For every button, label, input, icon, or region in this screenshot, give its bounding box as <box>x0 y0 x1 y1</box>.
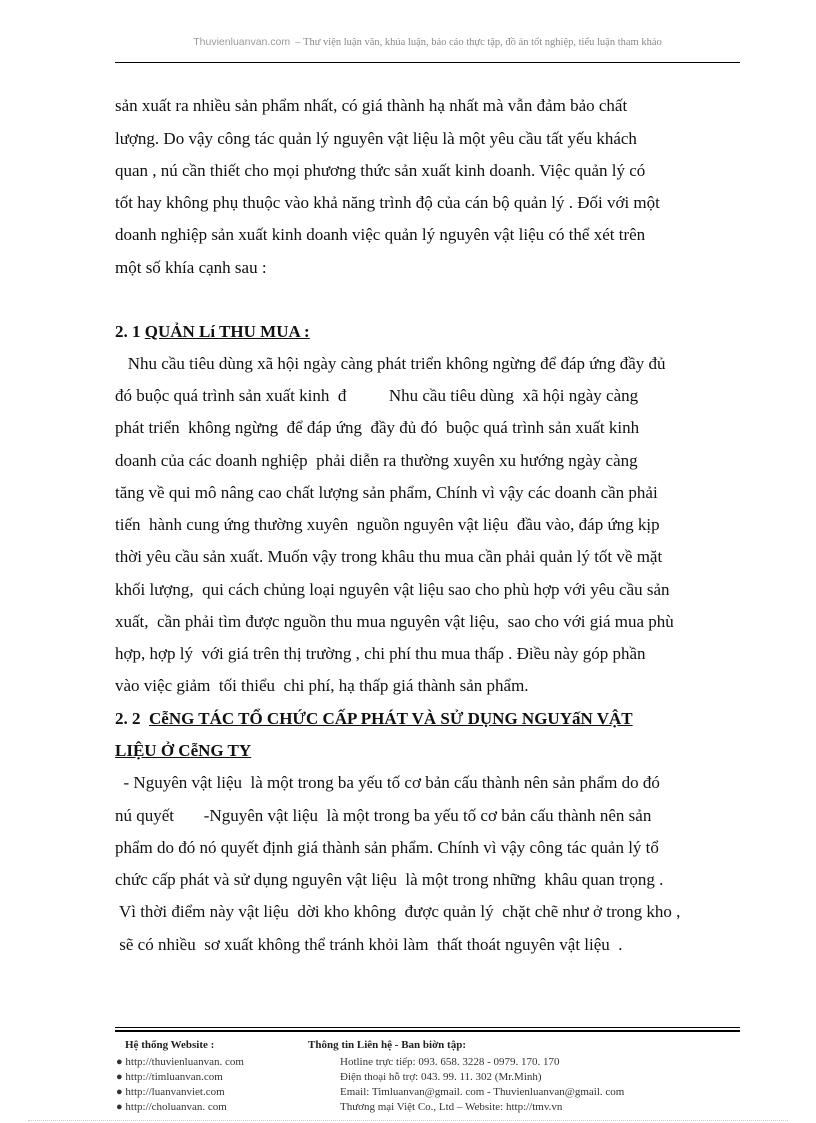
body-line: nú quyết -Nguyên vật liệu là một trong ba yếu tố cơ bản cấu thành nên sản <box>115 806 652 825</box>
footer-contact-title: Thông tin Liên hệ - Ban biờn tập: <box>308 1039 466 1051</box>
body-line: - Nguyên vật liệu là một trong ba yếu tố cơ bản cấu thành nên sản phẩm do đó <box>115 773 660 792</box>
body-line: doanh nghiệp sản xuất kinh doanh việc quản lý nguyên vật liệu có thể xét trên <box>115 225 646 244</box>
body-line: một số khía cạnh sau : <box>115 258 267 277</box>
page-header <box>115 36 740 48</box>
body-line: lượng. Do vậy công tác quản lý nguyên vật liệu là một yêu cầu tất yếu khách <box>115 129 637 148</box>
footer-rule <box>115 1027 740 1028</box>
footer-website-link[interactable]: ● http://luanvanviet.com <box>116 1086 225 1098</box>
footer-rule <box>115 1030 740 1032</box>
header-description: – Thư viện luận văn, khúa luận, báo cáo thực tập, đồ án tốt nghiệp, tiểu luận tham khảo <box>295 37 662 48</box>
body-line: chức cấp phát và sử dụng nguyên vật liệu là một trong những khâu quan trọng . <box>115 870 664 889</box>
footer-contact-line: Hotline trực tiếp: 093. 658. 3228 - 0979. 170. 170 <box>340 1056 560 1068</box>
body-line: Vì thời điểm này vật liệu dời kho không được quản lý chặt chẽ như ở trong kho , <box>115 902 681 921</box>
footer-website-link[interactable]: ● http://choluanvan. com <box>116 1101 227 1113</box>
body-line: thời yêu cầu sản xuất. Muốn vậy trong khâu thu mua cần phải quản lý tốt về mặt <box>115 547 663 566</box>
body-line: phát triển không ngừng để đáp ứng đầy đủ đó buộc quá trình sản xuất kinh <box>115 418 640 437</box>
section-heading-2-2 <box>115 709 633 729</box>
section-title: QUẢN Lí THU MUA : <box>144 322 310 341</box>
body-line: phẩm do đó nó quyết định giá thành sản phẩm. Chính vì vậy công tác quản lý tổ <box>115 838 659 857</box>
header-rule <box>115 62 740 63</box>
footer-contact-line: Thương mại Việt Co., Ltd – Website: http://tmv.vn <box>340 1101 563 1113</box>
header-site-name: Thuvienluanvan.com <box>193 36 291 48</box>
body-line: sẽ có nhiều sơ xuất không thể tránh khỏi làm thất thoát nguyên vật liệu . <box>115 935 623 954</box>
body-line: xuất, cần phải tìm được nguồn thu mua nguyên vật liệu, sao cho với giá mua phù <box>115 612 674 631</box>
body-line: tăng về qui mô nâng cao chất lượng sản phẩm, Chính vì vậy các doanh cần phải <box>115 483 658 502</box>
footer-contact-line: Điện thoại hỗ trợ: 043. 99. 11. 302 (Mr.Minh) <box>340 1071 542 1083</box>
body-line: doanh của các doanh nghiệp phải diễn ra thường xuyên xu hướng ngày càng <box>115 451 638 470</box>
page-bottom-divider <box>28 1120 788 1121</box>
section-number: 2. 1 <box>115 322 141 341</box>
body-line: hợp, hợp lý với giá trên thị trường , chi phí thu mua thấp . Điều này góp phần <box>115 644 646 663</box>
section-number: 2. 2 <box>115 709 141 728</box>
body-line: đó buộc quá trình sản xuất kinh đ Nhu cầu tiêu dùng xã hội ngày càng <box>115 386 639 405</box>
body-line: quan , nú cần thiết cho mọi phương thức sản xuất kinh doanh. Việc quản lý có <box>115 161 646 180</box>
section-heading-2-1 <box>115 322 310 342</box>
body-line: Nhu cầu tiêu dùng xã hội ngày càng phát triển không ngừng để đáp ứng đầy đủ <box>115 354 666 373</box>
body-line: tiến hành cung ứng thường xuyên nguồn nguyên vật liệu đầu vào, đáp ứng kịp <box>115 515 660 534</box>
section-title-line2: LIỆU Ở CễNG TY <box>115 741 252 760</box>
section-title-line1: CễNG TÁC TỔ CHỨC CẤP PHÁT VÀ SỬ DỤNG NGUYấN VẬT <box>149 709 633 728</box>
body-line: khối lượng, qui cách chủng loại nguyên vật liệu sao cho phù hợp với yêu cầu sản <box>115 580 670 599</box>
footer-website-link[interactable]: ● http://thuvienluanvan. com <box>116 1056 244 1068</box>
footer-websites-title: Hệ thống Website : <box>125 1039 215 1051</box>
body-line: tốt hay không phụ thuộc vào khả năng trình độ của cán bộ quản lý . Đối với một <box>115 193 660 212</box>
footer-website-link[interactable]: ● http://timluanvan.com <box>116 1071 223 1083</box>
body-line: vào việc giảm tối thiểu chi phí, hạ thấp giá thành sản phẩm. <box>115 676 529 695</box>
footer-contact-line: Email: Timluanvan@gmail. com - Thuvienluanvan@gmail. com <box>340 1086 625 1098</box>
body-line: sản xuất ra nhiều sản phẩm nhất, có giá thành hạ nhất mà vẫn đảm bảo chất <box>115 96 628 115</box>
